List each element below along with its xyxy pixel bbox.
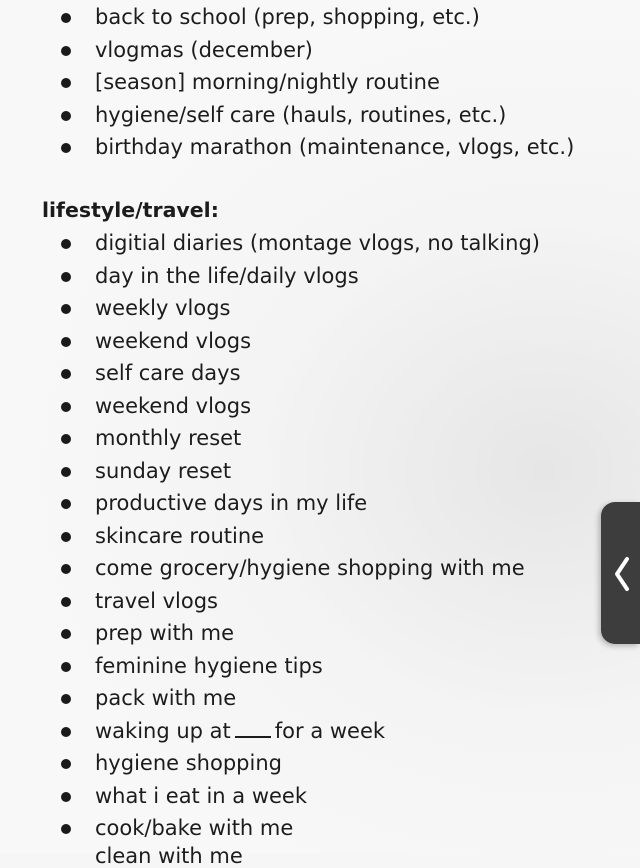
list-item: digitial diaries (montage vlogs, no talking) bbox=[0, 227, 600, 260]
list-item: pack with me bbox=[0, 682, 600, 715]
top-list bbox=[0, 1, 600, 164]
bullet-icon bbox=[61, 727, 71, 737]
side-panel-handle[interactable] bbox=[601, 502, 640, 644]
bullet-icon bbox=[61, 337, 71, 347]
fill-in-blank bbox=[235, 718, 271, 738]
bullet-icon bbox=[61, 78, 71, 88]
bullet-icon bbox=[61, 304, 71, 314]
list-item: [season] morning/nightly routine bbox=[0, 66, 600, 99]
list-item: weekend vlogs bbox=[0, 325, 600, 358]
list-item: self care days bbox=[0, 357, 600, 390]
bullet-icon bbox=[61, 46, 71, 56]
list-item: travel vlogs bbox=[0, 585, 600, 618]
list-item: waking up at for a week bbox=[0, 715, 600, 748]
list-item: hygiene shopping bbox=[0, 747, 600, 780]
list-item: productive days in my life bbox=[0, 487, 600, 520]
bullet-icon bbox=[61, 824, 71, 834]
bullet-icon bbox=[61, 13, 71, 23]
cut-off-list-item: clean with me bbox=[95, 844, 243, 868]
bullet-icon bbox=[61, 629, 71, 639]
section-heading-lifestyle: lifestyle/travel: bbox=[42, 198, 219, 222]
bullet-icon bbox=[61, 111, 71, 121]
list-item: feminine hygiene tips bbox=[0, 650, 600, 683]
bullet-icon bbox=[61, 467, 71, 477]
bullet-icon bbox=[61, 434, 71, 444]
list-item: birthday marathon (maintenance, vlogs, etc.) bbox=[0, 131, 600, 164]
lifestyle-list bbox=[0, 227, 600, 845]
bullet-icon bbox=[61, 564, 71, 574]
list-item: weekend vlogs bbox=[0, 390, 600, 423]
bullet-icon bbox=[61, 402, 71, 412]
bullet-icon bbox=[61, 499, 71, 509]
bullet-icon bbox=[61, 239, 71, 249]
bullet-icon bbox=[61, 532, 71, 542]
list-item: day in the life/daily vlogs bbox=[0, 260, 600, 293]
bullet-icon bbox=[61, 792, 71, 802]
list-item: back to school (prep, shopping, etc.) bbox=[0, 1, 600, 34]
bullet-icon bbox=[61, 272, 71, 282]
bullet-icon bbox=[61, 143, 71, 153]
list-item: skincare routine bbox=[0, 520, 600, 553]
list-item: weekly vlogs bbox=[0, 292, 600, 325]
list-item: come grocery/hygiene shopping with me bbox=[0, 552, 600, 585]
bullet-icon bbox=[61, 662, 71, 672]
list-item: monthly reset bbox=[0, 422, 600, 455]
list-item: what i eat in a week bbox=[0, 780, 600, 813]
bullet-icon bbox=[61, 597, 71, 607]
list-item: hygiene/self care (hauls, routines, etc.) bbox=[0, 99, 600, 132]
chevron-left-icon bbox=[611, 556, 633, 592]
list-item: vlogmas (december) bbox=[0, 34, 600, 67]
bullet-icon bbox=[61, 369, 71, 379]
list-item: prep with me bbox=[0, 617, 600, 650]
bullet-icon bbox=[61, 759, 71, 769]
list-item: sunday reset bbox=[0, 455, 600, 488]
list-item: cook/bake with me bbox=[0, 812, 600, 845]
bullet-icon bbox=[61, 694, 71, 704]
